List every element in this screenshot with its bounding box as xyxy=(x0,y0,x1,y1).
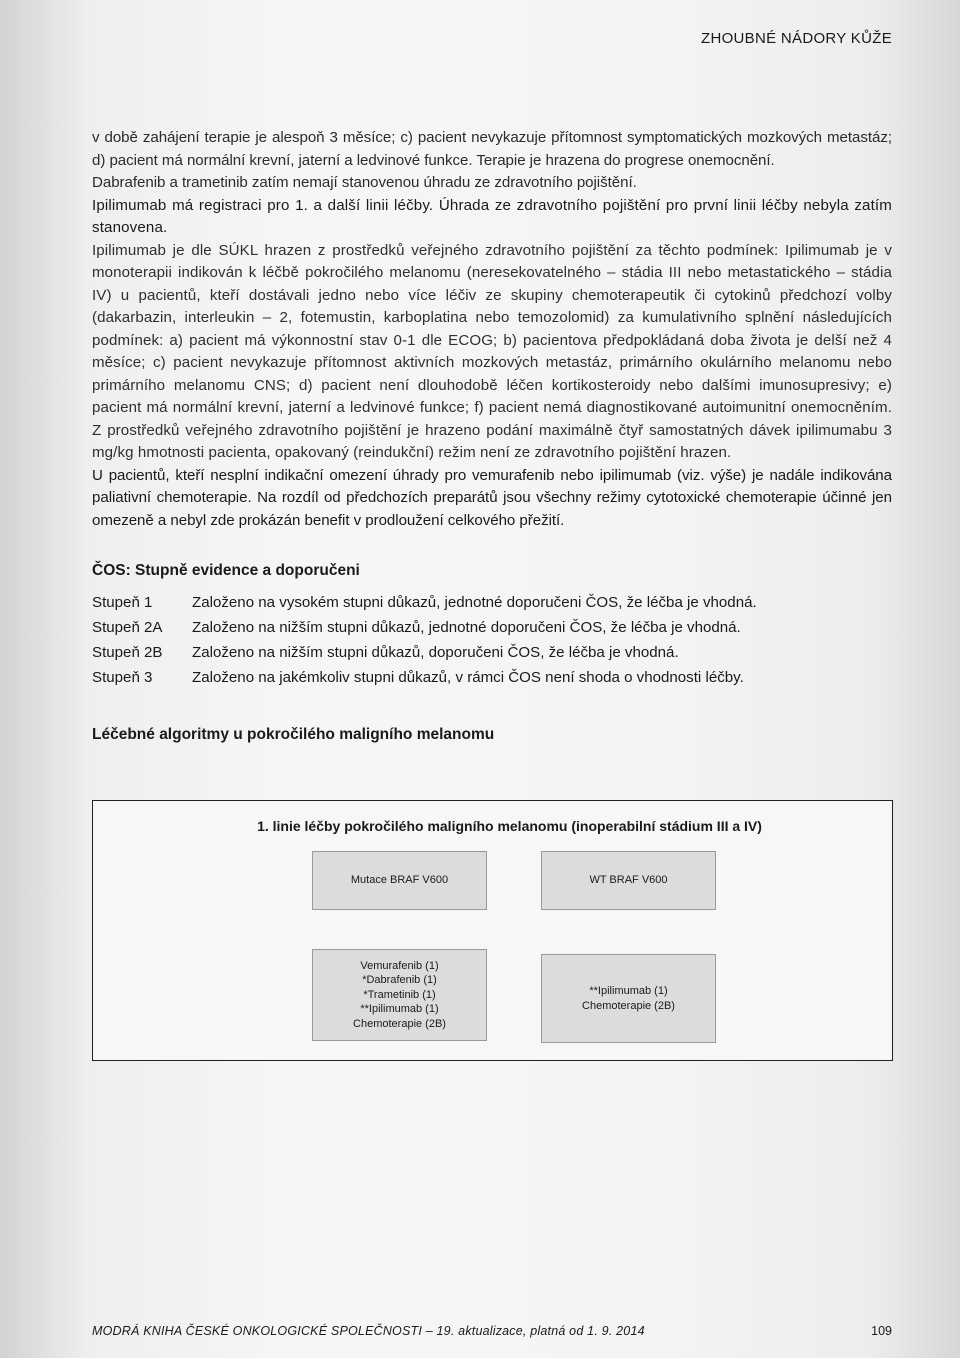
evidence-grade: Stupeň 2B xyxy=(92,644,163,661)
treatment-item: Vemurafenib (1) xyxy=(360,959,439,972)
evidence-title: ČOS: Stupně evidence a doporučeni xyxy=(92,562,360,579)
evidence-description: Založeno na nižším stupni důkazů, doporučeni ČOS, že léčba je vhodná. xyxy=(192,644,679,661)
running-header: ZHOUBNÉ NÁDORY KŮŽE xyxy=(700,30,892,47)
paragraph-ipilimumab-sukl: Ipilimumab je dle SÚKL hrazen z prostředků veřejného zdravotního pojištění za těchto podmínek: Ipilimumab je v monoterapii indikován k léčbě pokročilého melanomu (neresekovatelného – stádia III nebo metastatického – stádia IV) u pacientů, kteří dostávali jedno nebo více léčiv ze skupiny chemoterapeutik či cytokinů předchozí volby (dakarbazin, interleukin – 2, fotemustin, karboplatina nebo temozolomid) za kumulativního splnění následujících podmínek: a) pacient má výkonnostní stav 0-1 dle ECOG; b) pacientova předpokládaná doba života je delší než 4 měsíce; c) pacient nevykazuje přítomnost aktivních mozkových metastáz, primárního okulárního melanomu nebo primárního melanomu CNS; d) pacient není dlouhodobě léčen kortikosteroidy nebo dalšími imunosupresivy; e) pacient má normální krevní, jaterní a ledvinové funkce; f) pacient nemá diagnostikované autoimunitní onemocněním. Z prostředků veřejného zdravotního pojištění je hrazeno podání maximálně čtyř samostatných dávek ipilimumabu 3 mg/kg hmotnosti pacienta, opakovaný (reindukční) režim není ze zdravotního pojištění hrazen. xyxy=(92,241,892,461)
box-braf-mutation-label: Mutace BRAF V600 xyxy=(350,874,449,887)
evidence-grade: Stupeň 3 xyxy=(92,669,153,686)
treatment-item: **Ipilimumab (1) xyxy=(589,985,668,998)
box-braf-wild-type xyxy=(541,851,716,910)
evidence-grade: Stupeň 1 xyxy=(92,594,153,611)
box-braf-wild-type-label: WT BRAF V600 xyxy=(589,874,668,887)
evidence-row xyxy=(92,590,892,615)
treatment-algorithm-diagram xyxy=(92,800,893,1061)
treatment-item: *Trametinib (1) xyxy=(363,988,436,1001)
treatment-item: Chemoterapie (2B) xyxy=(353,1017,446,1030)
treatment-item: Chemoterapie (2B) xyxy=(582,999,675,1012)
paragraph-chemotherapy: U pacientů, kteří nesplní indikační omezení úhrady pro vemurafenib nebo ipilimumab (viz. výše) je nadále indikována paliativní chemoterapie. Na rozdíl od předchozích preparátů jsou všechny režimy cytotoxické chemoterapie účinné jen omezeně a nebyl zde prokázán benefit v prodloužení celkového přežití. xyxy=(92,466,892,529)
algorithm-section-title: Léčebné algoritmy u pokročilého maligního melanomu xyxy=(92,726,495,743)
evidence-description: Založeno na nižším stupni důkazů, jednotné doporučeni ČOS, že léčba je vhodná. xyxy=(192,619,741,636)
evidence-row xyxy=(92,665,892,690)
box-braf-mutation xyxy=(312,851,487,910)
box-mutation-treatments xyxy=(312,949,487,1041)
evidence-description: Založeno na vysokém stupni důkazů, jednotné doporučeni ČOS, že léčba je vhodná. xyxy=(192,594,757,611)
page-number: 109 xyxy=(871,1324,892,1338)
treatment-item: *Dabrafenib (1) xyxy=(362,974,437,987)
treatment-item: **Ipilimumab (1) xyxy=(360,1003,439,1016)
evidence-row xyxy=(92,615,892,640)
page-body xyxy=(92,127,892,744)
paragraph-braf-conditions: v době zahájení terapie je alespoň 3 měsíce; c) pacient nevykazuje přítomnost symptomatických mozkových metastáz; d) pacient má normální krevní, jaterní a ledvinové funkce. Terapie je hrazena do progrese onemocnění. xyxy=(92,129,892,169)
paragraph-ipilimumab-registration: Ipilimumab má registraci pro 1. a další linii léčby. Úhrada ze zdravotního pojištění pro první linii léčby nebyla zatím stanovena. xyxy=(92,196,892,236)
evidence-table xyxy=(92,590,892,690)
evidence-description: Založeno na jakémkoliv stupni důkazů, v rámci ČOS není shoda o vhodnosti léčby. xyxy=(192,669,744,686)
evidence-grade: Stupeň 2A xyxy=(92,619,163,636)
footer-publication: MODRÁ KNIHA ČESKÉ ONKOLOGICKÉ SPOLEČNOSTI – 19. aktualizace, platná od 1. 9. 2014 xyxy=(92,1324,645,1338)
box-wild-type-treatments xyxy=(541,954,716,1043)
evidence-row xyxy=(92,640,892,665)
diagram-title: 1. linie léčby pokročilého maligního melanomu (inoperabilní stádium III a IV) xyxy=(257,818,762,834)
paragraph-dabrafenib: Dabrafenib a trametinib zatím nemají stanovenou úhradu ze zdravotního pojištění. xyxy=(92,174,637,191)
